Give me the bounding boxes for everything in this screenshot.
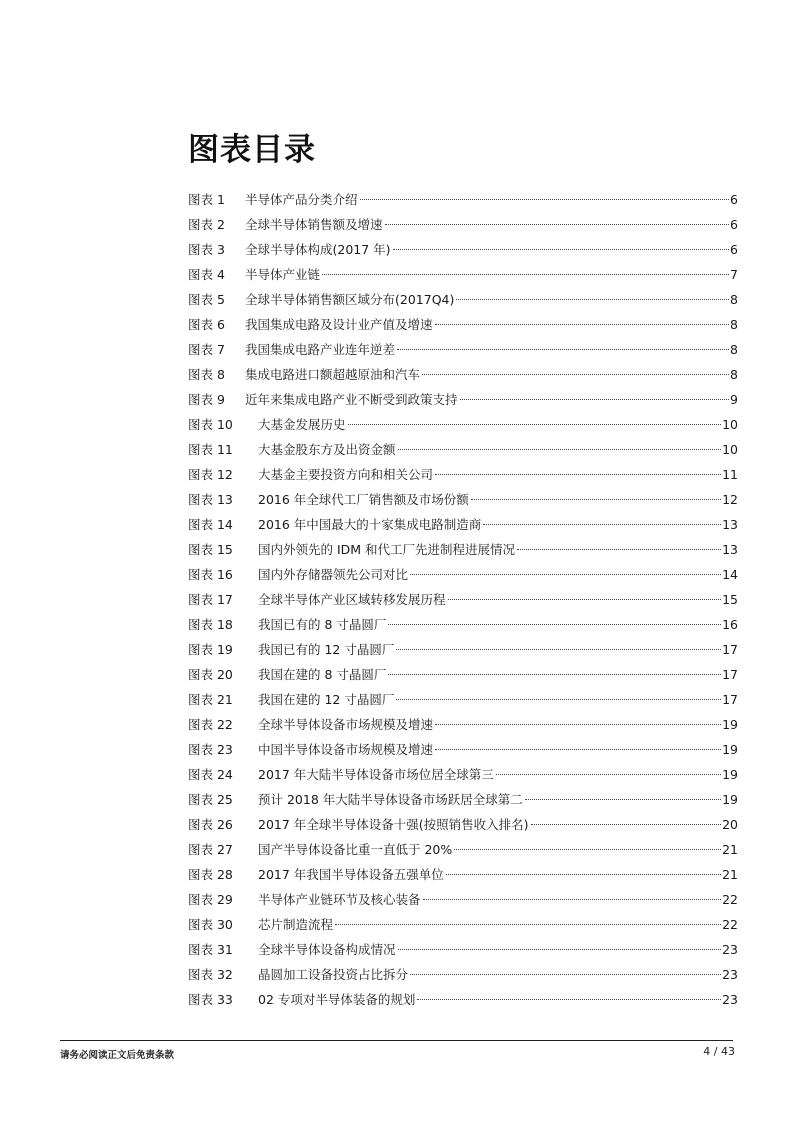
toc-entry-page: 11 [722, 467, 738, 482]
toc-entry-page: 17 [722, 642, 738, 657]
toc-entry[interactable] [188, 412, 738, 437]
toc-entry-page: 8 [730, 342, 738, 357]
toc-entry-title: 预计 2018 年大陆半导体设备市场跃居全球第二 [258, 792, 523, 807]
toc-entry[interactable] [188, 637, 738, 662]
toc-entry[interactable] [188, 537, 738, 562]
toc-entry[interactable] [188, 362, 738, 387]
toc-entry-label: 图表 33 [188, 992, 233, 1007]
toc-entry[interactable] [188, 687, 738, 712]
toc-entry[interactable] [188, 812, 738, 837]
toc-entry-label: 图表 22 [188, 717, 233, 732]
toc-leader-dots [483, 524, 721, 525]
toc-entry-page: 22 [722, 892, 738, 907]
toc-entry-page: 16 [722, 617, 738, 632]
toc-entry-title: 我国在建的 8 寸晶圆厂 [258, 667, 387, 682]
toc-entry-label: 图表 27 [188, 842, 233, 857]
toc-leader-dots [496, 774, 721, 775]
toc-entry-title: 国内外领先的 IDM 和代工厂先进制程进展情况 [258, 542, 516, 557]
toc-entry-label: 图表 9 [188, 392, 225, 407]
toc-entry-title: 中国半导体设备市场规模及增速 [258, 742, 434, 757]
toc-entry[interactable] [188, 512, 738, 537]
toc-leader-dots [397, 349, 729, 350]
toc-entry-title: 全球半导体产业区域转移发展历程 [258, 592, 446, 607]
toc-entry-label: 图表 15 [188, 542, 233, 557]
toc-entry-title: 国产半导体设备比重一直低于 20% [258, 842, 453, 857]
toc-entry-title: 我国已有的 8 寸晶圆厂 [258, 617, 387, 632]
toc-entry-title: 2017 年大陆半导体设备市场位居全球第三 [258, 767, 494, 782]
toc-leader-dots [335, 924, 721, 925]
toc-leader-dots [396, 699, 721, 700]
toc-entry-title: 大基金股东方及出资金额 [258, 442, 396, 457]
toc-entry-title: 大基金主要投资方向和相关公司 [258, 467, 434, 482]
page-indicator: 4 / 43 [703, 1045, 735, 1058]
toc-entry-label: 图表 20 [188, 667, 233, 682]
toc-entry-page: 6 [730, 217, 738, 232]
toc-entry[interactable] [188, 462, 738, 487]
toc-entry-page: 14 [722, 567, 738, 582]
toc-entry-page: 19 [722, 717, 738, 732]
toc-leader-dots [435, 749, 721, 750]
toc-entry-title: 2016 年中国最大的十家集成电路制造商 [258, 517, 482, 532]
footer-divider [60, 1040, 733, 1041]
toc-leader-dots [322, 274, 729, 275]
toc-entry-label: 图表 6 [188, 317, 225, 332]
toc-leader-dots [517, 549, 721, 550]
toc-entry[interactable] [188, 612, 738, 637]
toc-entry-page: 21 [722, 842, 738, 857]
toc-entry-label: 图表 23 [188, 742, 233, 757]
page-title: 图表目录 [188, 132, 316, 168]
toc-entry[interactable] [188, 962, 738, 987]
toc-entry-title: 2017 年我国半导体设备五强单位 [258, 867, 444, 882]
toc-entry-title: 集成电路进口额超越原油和汽车 [245, 367, 421, 382]
toc-entry-page: 6 [730, 192, 738, 207]
toc-entry-page: 17 [722, 692, 738, 707]
toc-entry-label: 图表 26 [188, 817, 233, 832]
toc-leader-dots [388, 624, 721, 625]
toc-entry-title: 半导体产业链 [245, 267, 321, 282]
toc-entry-title: 我国在建的 12 寸晶圆厂 [258, 692, 395, 707]
toc-leader-dots [410, 974, 721, 975]
toc-entry-label: 图表 2 [188, 217, 225, 232]
toc-entry-page: 10 [722, 417, 738, 432]
toc-entry-label: 图表 11 [188, 442, 233, 457]
toc-entry-label: 图表 1 [188, 192, 225, 207]
toc-leader-dots [423, 899, 722, 900]
toc-entry[interactable] [188, 312, 738, 337]
toc-entry-title: 我国集成电路及设计业产值及增速 [245, 317, 433, 332]
figure-table-of-contents [188, 187, 738, 1012]
toc-entry[interactable] [188, 912, 738, 937]
toc-entry[interactable] [188, 737, 738, 762]
toc-entry-page: 23 [722, 992, 738, 1007]
toc-entry-page: 19 [722, 767, 738, 782]
toc-leader-dots [348, 424, 722, 425]
toc-entry-title: 大基金发展历史 [258, 417, 346, 432]
toc-entry-title: 02 专项对半导体装备的规划 [258, 992, 416, 1007]
toc-entry[interactable] [188, 887, 738, 912]
toc-entry-title: 全球半导体销售额区域分布(2017Q4) [245, 292, 455, 307]
toc-leader-dots [422, 374, 729, 375]
toc-entry[interactable] [188, 987, 738, 1012]
toc-leader-dots [456, 299, 729, 300]
toc-entry-page: 20 [722, 817, 738, 832]
toc-entry[interactable] [188, 587, 738, 612]
toc-entry-page: 13 [722, 542, 738, 557]
toc-entry-title: 2017 年全球半导体设备十强(按照销售收入排名) [258, 817, 529, 832]
toc-entry-label: 图表 10 [188, 417, 233, 432]
toc-leader-dots [385, 224, 730, 225]
toc-entry[interactable] [188, 387, 738, 412]
toc-leader-dots [398, 449, 722, 450]
toc-entry[interactable] [188, 837, 738, 862]
toc-entry[interactable] [188, 712, 738, 737]
toc-leader-dots [435, 724, 721, 725]
toc-entry-page: 10 [722, 442, 738, 457]
toc-entry-page: 19 [722, 792, 738, 807]
toc-entry[interactable] [188, 662, 738, 687]
toc-leader-dots [398, 949, 722, 950]
toc-entry-label: 图表 7 [188, 342, 225, 357]
toc-entry-title: 我国集成电路产业连年逆差 [245, 342, 396, 357]
toc-leader-dots [417, 999, 721, 1000]
toc-entry-label: 图表 19 [188, 642, 233, 657]
toc-entry-title: 近年来集成电路产业不断受到政策支持 [245, 392, 458, 407]
toc-entry-page: 19 [722, 742, 738, 757]
toc-entry-page: 9 [730, 392, 738, 407]
toc-entry[interactable] [188, 562, 738, 587]
toc-entry-title: 全球半导体构成(2017 年) [245, 242, 391, 257]
toc-entry-label: 图表 24 [188, 767, 233, 782]
toc-leader-dots [448, 599, 722, 600]
toc-entry-title: 半导体产品分类介绍 [245, 192, 358, 207]
toc-entry-label: 图表 29 [188, 892, 233, 907]
toc-entry-page: 23 [722, 967, 738, 982]
toc-entry-page: 8 [730, 367, 738, 382]
toc-entry-page: 6 [730, 242, 738, 257]
toc-leader-dots [393, 249, 730, 250]
toc-entry-label: 图表 14 [188, 517, 233, 532]
toc-entry[interactable] [188, 212, 738, 237]
toc-entry-label: 图表 28 [188, 867, 233, 882]
toc-entry[interactable] [188, 187, 738, 212]
toc-entry-page: 8 [730, 292, 738, 307]
toc-entry[interactable] [188, 762, 738, 787]
toc-entry-label: 图表 5 [188, 292, 225, 307]
toc-entry[interactable] [188, 937, 738, 962]
toc-leader-dots [388, 674, 721, 675]
toc-entry-page: 8 [730, 317, 738, 332]
toc-entry[interactable] [188, 262, 738, 287]
toc-entry-label: 图表 8 [188, 367, 225, 382]
toc-leader-dots [410, 574, 721, 575]
toc-entry-label: 图表 31 [188, 942, 233, 957]
toc-entry[interactable] [188, 337, 738, 362]
toc-entry[interactable] [188, 287, 738, 312]
toc-entry-page: 12 [722, 492, 738, 507]
toc-entry-label: 图表 12 [188, 467, 233, 482]
toc-entry-page: 21 [722, 867, 738, 882]
toc-entry[interactable] [188, 237, 738, 262]
toc-entry-label: 图表 21 [188, 692, 233, 707]
toc-entry-page: 7 [730, 267, 738, 282]
toc-leader-dots [460, 399, 730, 400]
toc-leader-dots [525, 799, 721, 800]
toc-entry-page: 13 [722, 517, 738, 532]
toc-leader-dots [435, 324, 730, 325]
toc-entry-title: 全球半导体销售额及增速 [245, 217, 383, 232]
toc-entry-title: 芯片制造流程 [258, 917, 334, 932]
toc-entry[interactable] [188, 487, 738, 512]
toc-entry[interactable] [188, 437, 738, 462]
toc-leader-dots [531, 824, 722, 825]
toc-entry-label: 图表 4 [188, 267, 225, 282]
toc-entry-label: 图表 13 [188, 492, 233, 507]
toc-leader-dots [454, 849, 721, 850]
toc-entry-page: 22 [722, 917, 738, 932]
toc-entry-title: 国内外存储器领先公司对比 [258, 567, 409, 582]
toc-leader-dots [396, 649, 721, 650]
toc-entry-label: 图表 16 [188, 567, 233, 582]
toc-entry-page: 15 [722, 592, 738, 607]
toc-entry-title: 我国已有的 12 寸晶圆厂 [258, 642, 395, 657]
toc-entry[interactable] [188, 862, 738, 887]
toc-leader-dots [446, 874, 721, 875]
toc-entry-label: 图表 32 [188, 967, 233, 982]
toc-entry-label: 图表 17 [188, 592, 233, 607]
toc-entry-title: 全球半导体设备构成情况 [258, 942, 396, 957]
toc-entry-page: 23 [722, 942, 738, 957]
toc-entry[interactable] [188, 787, 738, 812]
toc-entry-title: 半导体产业链环节及核心装备 [258, 892, 421, 907]
toc-entry-label: 图表 18 [188, 617, 233, 632]
toc-entry-label: 图表 25 [188, 792, 233, 807]
toc-entry-title: 晶圆加工设备投资占比拆分 [258, 967, 409, 982]
toc-leader-dots [435, 474, 721, 475]
toc-entry-label: 图表 30 [188, 917, 233, 932]
toc-leader-dots [471, 499, 721, 500]
footer-disclaimer: 请务必阅读正文后免责条款 [60, 1050, 175, 1061]
toc-entry-title: 2016 年全球代工厂销售额及市场份额 [258, 492, 469, 507]
toc-entry-page: 17 [722, 667, 738, 682]
toc-entry-label: 图表 3 [188, 242, 225, 257]
toc-leader-dots [360, 199, 730, 200]
toc-entry-title: 全球半导体设备市场规模及增速 [258, 717, 434, 732]
